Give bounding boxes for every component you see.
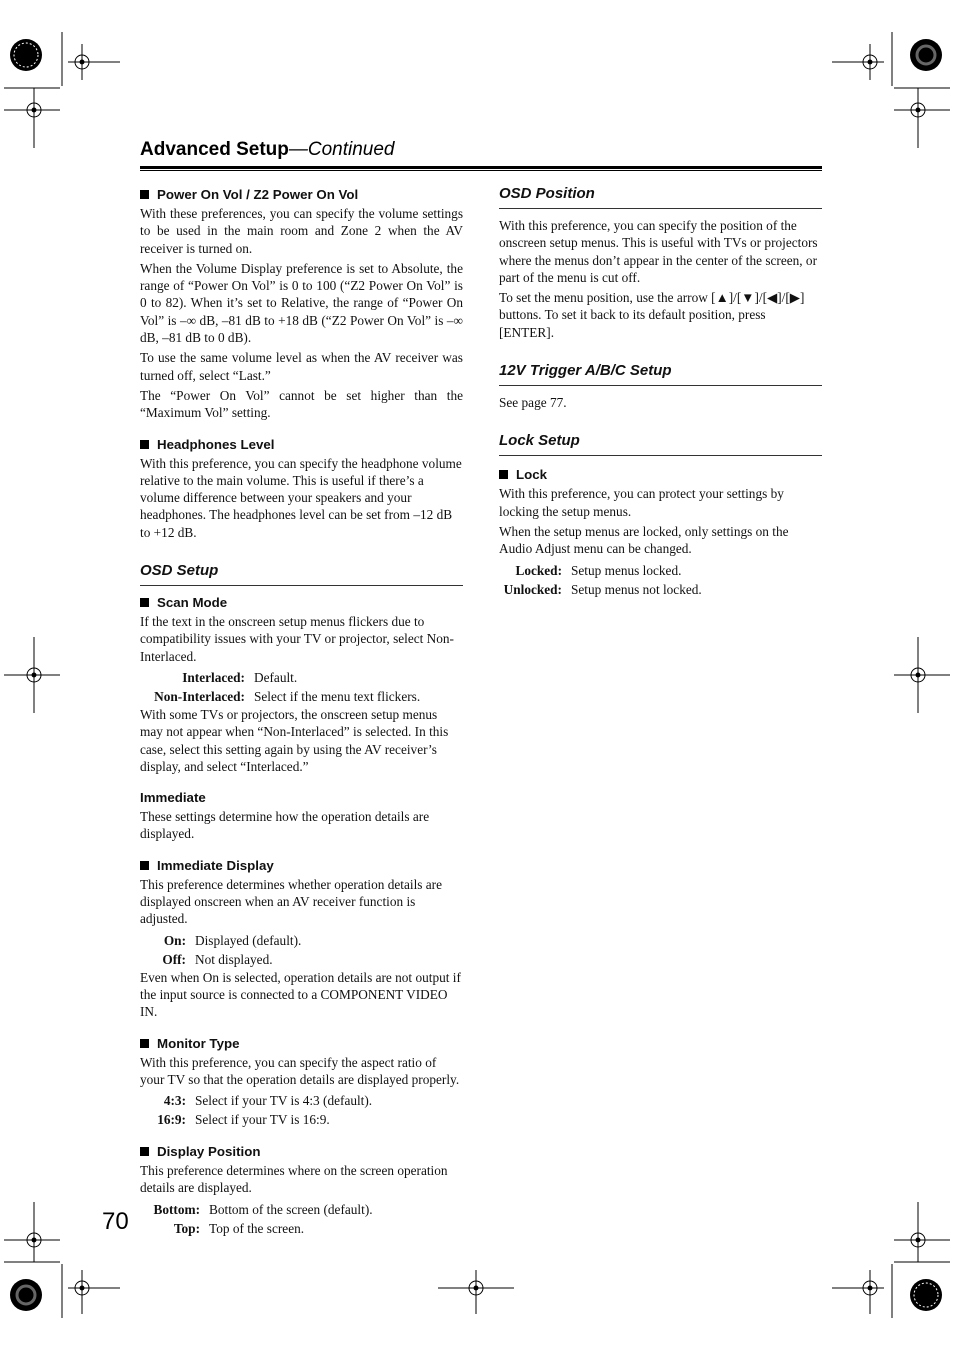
display-position-heading: Display Position (140, 1143, 463, 1160)
paragraph: With this preference, you can protect your settings by locking the setup menus. (499, 486, 784, 519)
paragraph: See page 77. (499, 395, 567, 411)
monitor-type-heading: Monitor Type (140, 1035, 463, 1052)
option-row: 16:9: Select if your TV is 16:9. (157, 1112, 330, 1128)
right-column (499, 184, 822, 599)
left-column (140, 184, 463, 1238)
bullet-square-icon (499, 470, 508, 479)
header-title: Advanced Setup (140, 139, 289, 160)
paragraph: To set the menu position, use the arrow [▲]/[▼]/[◀]/[▶] buttons. To set it back to its default position, press [ENTER]. (499, 290, 805, 340)
lock-heading: Lock (499, 466, 822, 483)
option-row: Top: Top of the screen. (173, 1220, 305, 1236)
bullet-square-icon (140, 440, 149, 449)
option-row: Bottom: Bottom of the screen (default). (153, 1201, 373, 1217)
option-row: On: Displayed (default). (163, 932, 302, 948)
paragraph: With this preference, you can specify the aspect ratio of your TV so that the operation details are displayed properly. (140, 1054, 460, 1087)
option-row: Off: Not displayed. (162, 951, 273, 967)
header-continued: —Continued (288, 139, 395, 160)
option-row: Non-Interlaced: Select if the menu text flickers. (154, 688, 421, 704)
option-row: Locked: Setup menus locked. (515, 562, 682, 578)
power-on-vol-heading: Power On Vol / Z2 Power On Vol (140, 186, 463, 203)
option-row: Interlaced: Default. (182, 669, 298, 685)
immediate-heading: Immediate (140, 790, 206, 806)
trigger-setup-heading: 12V Trigger A/B/C Setup (499, 361, 822, 386)
immediate-display-heading: Immediate Display (140, 857, 463, 874)
bullet-square-icon (140, 598, 149, 607)
paragraph: With this preference, you can specify the headphone volume relative to the main volume. This is useful if there’s a volume difference between your speakers and your headphones. The headphones level can be set from –12 dB to +12 dB. (140, 455, 462, 540)
header-rule (140, 166, 822, 169)
paragraph: With these preferences, you can specify the volume settings to be used in the main room and Zone 2 when the AV receiver is turned on. (140, 206, 463, 256)
headphones-level-heading: Headphones Level (140, 436, 463, 453)
bullet-square-icon (140, 190, 149, 199)
paragraph: With this preference, you can specify the position of the onscreen setup menus. This is useful with TVs or projectors where the menus don’t appear in the center of the screen, or part of the menu is cut off. (499, 218, 818, 285)
osd-position-heading: OSD Position (499, 184, 822, 209)
option-row: 4:3: Select if your TV is 4:3 (default). (163, 1093, 373, 1109)
bullet-square-icon (140, 1147, 149, 1156)
paragraph: The “Power On Vol” cannot be set higher than the “Maximum Vol” setting. (140, 387, 463, 421)
paragraph: With some TVs or projectors, the onscreen setup menus may not appear when “Non-Interlaced” is selected. In this case, select this setting again by using the AV receiver’s display, and select “Interlaced.” (140, 706, 449, 774)
paragraph: This preference determines where on the screen operation details are displayed. (140, 1163, 448, 1196)
bullet-square-icon (140, 1039, 149, 1048)
header-rule-thin (140, 170, 822, 171)
page-header (140, 139, 822, 161)
paragraph: To use the same volume level as when the AV receiver was turned off, select “Last.” (140, 350, 463, 383)
page-number: 70 (102, 1208, 129, 1235)
paragraph: Even when On is selected, operation details are not output if the input source is connected to a COMPONENT VIDEO IN. (140, 969, 461, 1020)
paragraph: When the Volume Display preference is set to Absolute, the range of “Power On Vol” is 0 to 100 (“Z2 Power On Vol” is 0 to 82). When it’s set to Relative, the range of “Power On Vol” is –∞ dB, –81 dB to +18 dB (“Z2 Power On Vol” is –∞ dB, –81 dB to 0 dB). (140, 260, 463, 346)
osd-setup-heading: OSD Setup (140, 561, 463, 586)
lock-setup-heading: Lock Setup (499, 431, 822, 456)
paragraph: This preference determines whether operation details are displayed onscreen when an AV receiver function is adjusted. (140, 876, 442, 927)
scan-mode-heading: Scan Mode (140, 594, 463, 611)
option-row: Unlocked: Setup menus not locked. (503, 581, 702, 597)
paragraph: When the setup menus are locked, only settings on the Audio Adjust menu can be changed. (499, 523, 789, 557)
bullet-square-icon (140, 861, 149, 870)
paragraph: These settings determine how the operation details are displayed. (140, 809, 430, 842)
paragraph: If the text in the onscreen setup menus flickers due to compatibility issues with your TV or projector, select Non-Interlaced. (140, 614, 454, 664)
